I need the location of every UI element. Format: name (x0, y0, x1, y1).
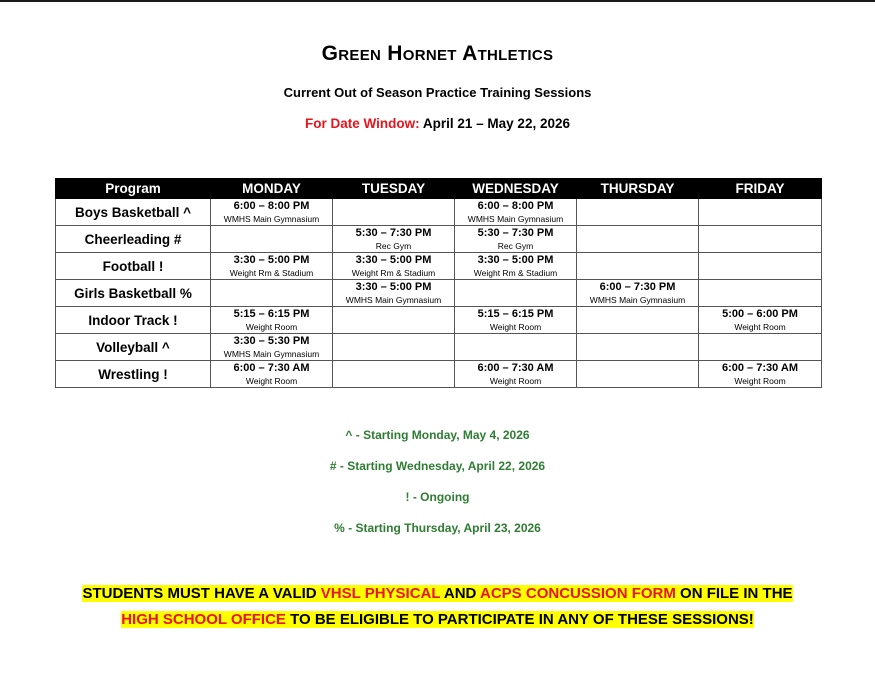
session-cell-wednesday (455, 307, 577, 334)
session-location: Rec Gym (497, 241, 534, 251)
column-header-monday: MONDAY (211, 179, 333, 199)
program-name: Girls Basketball % (56, 280, 211, 307)
session-slot (699, 361, 821, 387)
page-subtitle: Current Out of Season Practice Training Sessions (283, 85, 592, 100)
session-time: 6:00 – 8:00 PM (477, 200, 554, 212)
session-cell-monday (211, 253, 333, 280)
session-slot (455, 253, 576, 279)
note-bang: ! - Ongoing (405, 490, 470, 504)
session-time: 6:00 – 8:00 PM (233, 200, 310, 212)
session-time: 5:15 – 6:15 PM (233, 308, 310, 320)
session-location: WMHS Main Gymnasium (223, 214, 320, 224)
session-time: 6:00 – 7:30 AM (477, 362, 554, 374)
session-cell-tuesday (333, 226, 455, 253)
session-slot (211, 253, 332, 279)
note-hash: # - Starting Wednesday, April 22, 2026 (329, 459, 546, 473)
warning-high-school-office: HIGH SCHOOL OFFICE (121, 611, 286, 628)
table-row (56, 280, 822, 307)
session-location: Weight Rm & Stadium (229, 268, 314, 278)
session-slot (211, 307, 332, 333)
session-time: 5:00 – 6:00 PM (722, 308, 798, 320)
table-row (56, 361, 822, 388)
session-cell-tuesday (333, 307, 455, 334)
note-caret: ^ - Starting Monday, May 4, 2026 (345, 428, 530, 442)
column-header-wednesday: WEDNESDAY (455, 179, 577, 199)
session-cell-thursday (577, 361, 699, 388)
session-cell-friday (699, 226, 822, 253)
page-title: Green Hornet Athletics (321, 42, 554, 65)
session-cell-monday (211, 199, 333, 226)
session-cell-friday (699, 280, 822, 307)
date-window-dates: April 21 – May 22, 2026 (422, 116, 570, 131)
session-time: 6:00 – 7:30 AM (233, 362, 310, 374)
column-header-tuesday: TUESDAY (333, 179, 455, 199)
session-cell-tuesday (333, 253, 455, 280)
session-location: Weight Rm & Stadium (351, 268, 436, 278)
session-cell-wednesday (455, 253, 577, 280)
warning-text: TO BE ELIGIBLE TO PARTICIPATE IN ANY OF THESE SESSIONS! (285, 611, 754, 628)
session-time: 3:30 – 5:30 PM (233, 335, 310, 347)
session-cell-monday (211, 280, 333, 307)
warning-concussion-form: ACPS CONCUSSION FORM (480, 585, 676, 602)
session-slot (455, 226, 576, 252)
program-name: Cheerleading # (56, 226, 211, 253)
note-percent: % - Starting Thursday, April 23, 2026 (334, 521, 541, 535)
session-location: Weight Room (734, 322, 786, 332)
program-name: Wrestling ! (56, 361, 211, 388)
schedule-table (55, 178, 822, 388)
session-cell-thursday (577, 280, 699, 307)
session-time: 3:30 – 5:00 PM (233, 254, 310, 266)
session-cell-friday (699, 307, 822, 334)
session-cell-friday (699, 361, 822, 388)
session-location: WMHS Main Gymnasium (345, 295, 442, 305)
session-cell-wednesday (455, 280, 577, 307)
session-time: 3:30 – 5:00 PM (355, 281, 432, 293)
session-cell-friday (699, 334, 822, 361)
session-location: Weight Room (489, 376, 542, 386)
session-location: WMHS Main Gymnasium (467, 214, 564, 224)
warning-vhsl-physical: VHSL PHYSICAL (320, 585, 441, 602)
session-time: 3:30 – 5:00 PM (355, 254, 432, 266)
column-header-thursday: THURSDAY (577, 179, 699, 199)
session-slot (333, 253, 454, 279)
session-cell-thursday (577, 253, 699, 280)
session-slot (455, 199, 576, 225)
session-cell-monday (211, 334, 333, 361)
warning-text: AND (440, 585, 481, 602)
session-location: Rec Gym (375, 241, 412, 251)
session-location: WMHS Main Gymnasium (589, 295, 686, 305)
top-rule (0, 0, 875, 2)
warning-text: ON FILE IN THE (675, 585, 793, 602)
session-slot (333, 280, 454, 306)
session-cell-friday (699, 199, 822, 226)
program-name: Indoor Track ! (56, 307, 211, 334)
session-slot (211, 199, 332, 225)
session-location: Weight Rm & Stadium (473, 268, 558, 278)
session-time: 6:00 – 7:30 PM (599, 281, 676, 293)
warning-text: STUDENTS MUST HAVE A VALID (82, 585, 321, 602)
session-cell-monday (211, 361, 333, 388)
table-row (56, 199, 822, 226)
session-cell-wednesday (455, 226, 577, 253)
session-time: 5:30 – 7:30 PM (477, 227, 554, 239)
session-location: Weight Room (245, 322, 298, 332)
date-window-label: For Date Window: (305, 116, 420, 131)
session-cell-wednesday (455, 334, 577, 361)
session-slot (455, 307, 576, 333)
session-cell-wednesday (455, 199, 577, 226)
session-cell-tuesday (333, 334, 455, 361)
session-location: Weight Room (734, 376, 786, 386)
session-cell-monday (211, 226, 333, 253)
session-location: Weight Room (245, 376, 298, 386)
program-name: Boys Basketball ^ (56, 199, 211, 226)
session-cell-wednesday (455, 361, 577, 388)
session-location: WMHS Main Gymnasium (223, 349, 320, 359)
session-time: 6:00 – 7:30 AM (721, 362, 799, 374)
session-cell-tuesday (333, 280, 455, 307)
session-cell-thursday (577, 199, 699, 226)
table-row (56, 334, 822, 361)
session-location: Weight Room (489, 322, 542, 332)
session-time: 5:15 – 6:15 PM (477, 308, 554, 320)
schedule-header-row (56, 179, 822, 199)
eligibility-warning (0, 581, 875, 633)
table-row (56, 253, 822, 280)
session-slot (699, 307, 821, 333)
column-header-program: Program (56, 179, 211, 199)
session-slot (211, 334, 332, 360)
session-slot (455, 361, 576, 387)
table-row (56, 307, 822, 334)
session-time: 5:30 – 7:30 PM (355, 227, 432, 239)
date-window (0, 116, 875, 131)
program-name: Football ! (56, 253, 211, 280)
session-cell-friday (699, 253, 822, 280)
session-cell-thursday (577, 226, 699, 253)
session-slot (211, 361, 332, 387)
program-name: Volleyball ^ (56, 334, 211, 361)
session-cell-monday (211, 307, 333, 334)
session-slot (333, 226, 454, 252)
column-header-friday: FRIDAY (699, 179, 822, 199)
session-slot (577, 280, 698, 306)
session-time: 3:30 – 5:00 PM (477, 254, 554, 266)
session-cell-thursday (577, 334, 699, 361)
session-cell-tuesday (333, 199, 455, 226)
table-row (56, 226, 822, 253)
session-cell-thursday (577, 307, 699, 334)
session-cell-tuesday (333, 361, 455, 388)
